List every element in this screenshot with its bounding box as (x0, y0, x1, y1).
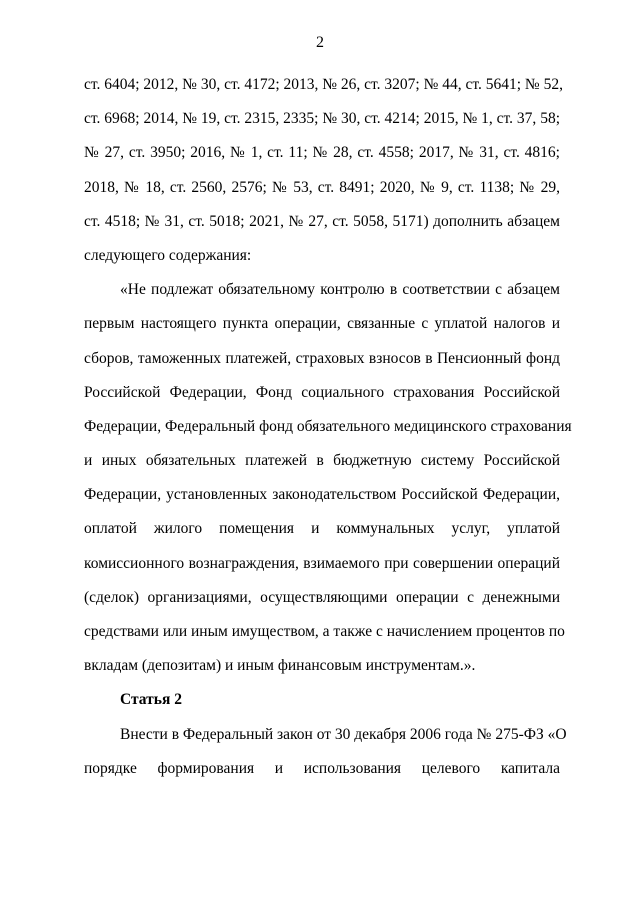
text-line: вкладам (депозитам) и иным финансовым инструментам.». (84, 657, 476, 675)
text-line: средствами или иным имуществом, а также с начислением процентов по (84, 623, 565, 640)
page-number: 2 (316, 34, 324, 51)
text-line: первым настоящего пункта операции, связанные с уплатой налогов и (84, 315, 560, 333)
text-line: 2018, № 18, ст. 2560, 2576; № 53, ст. 8491; 2020, № 9, ст. 1138; № 29, (84, 178, 560, 196)
text-line: ст. 4518; № 31, ст. 5018; 2021, № 27, ст. 5058, 5171) дополнить абзацем (84, 212, 560, 230)
text-line: ст. 6968; 2014, № 19, ст. 2315, 2335; № 30, ст. 4214; 2015, № 1, ст. 37, 58; (84, 110, 560, 128)
text-line: порядке формирования и использования целевого капитала (84, 759, 560, 777)
article-heading: Статья 2 (120, 691, 182, 709)
text-line: Внести в Федеральный закон от 30 декабря 2006 года № 275-ФЗ «О (120, 725, 567, 743)
text-line: Российской Федерации, Фонд социального страхования Российской (84, 383, 560, 401)
text-line: следующего содержания: (84, 246, 252, 264)
text-line: и иных обязательных платежей в бюджетную систему Российской (84, 452, 560, 470)
document-body (84, 68, 572, 786)
text-line: Федерации, Федеральный фонд обязательного медицинского страхования (84, 417, 572, 435)
text-line: (сделок) организациями, осуществляющими операции с денежными (84, 588, 560, 606)
text-line: оплатой жилого помещения и коммунальных услуг, уплатой (84, 520, 560, 538)
text-line: ст. 6404; 2012, № 30, ст. 4172; 2013, № 26, ст. 3207; № 44, ст. 5641; № 52, (84, 76, 563, 93)
text-line: «Не подлежат обязательному контролю в соответствии с абзацем (120, 281, 560, 299)
text-line: комиссионного вознаграждения, взимаемого при совершении операций (84, 554, 560, 572)
text-line: Федерации, установленных законодательством Российской Федерации, (84, 486, 560, 504)
text-line: № 27, ст. 3950; 2016, № 1, ст. 11; № 28, ст. 4558; 2017, № 31, ст. 4816; (84, 144, 560, 162)
text-line: сборов, таможенных платежей, страховых взносов в Пенсионный фонд (84, 349, 560, 367)
